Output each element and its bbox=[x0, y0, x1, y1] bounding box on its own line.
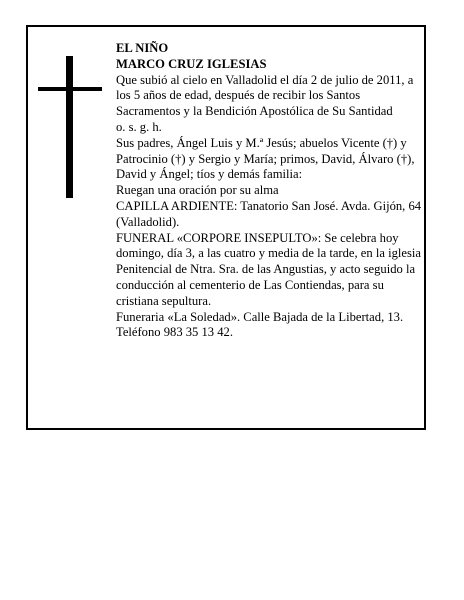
deceased-name: MARCO CRUZ IGLESIAS bbox=[116, 56, 267, 71]
heading-line-1: EL NIÑO bbox=[116, 41, 169, 55]
cross-horizontal-bar bbox=[38, 87, 102, 91]
family-list: Sus padres, Ángel Luis y M.ª Jesús; abuelos Vicente (†) y Patrocinio (†) y Sergio y María; primos, David, Álvaro (†), David y Ángel; tíos y demás familia: bbox=[116, 135, 415, 182]
wake-location: CAPILLA ARDIENTE: Tanatorio San José. Avda. Gijón, 64 (Valladolid). bbox=[116, 198, 422, 229]
prayer-abbreviation: o. s. g. h. bbox=[116, 119, 162, 134]
funeral-home-contact: Funeraria «La Soledad». Calle Bajada de la Libertad, 13. Teléfono 983 35 13 42. bbox=[116, 309, 404, 340]
obituary-notice bbox=[26, 25, 426, 430]
cross-icon bbox=[38, 56, 102, 198]
prayer-request: Ruegan una oración por su alma bbox=[116, 183, 279, 198]
death-announcement: Que subió al cielo en Valladolid el día 2 de julio de 2011, a los 5 años de edad, después de recibir los Santos Sacramentos y la Bendición Apostólica de Su Santidad bbox=[116, 72, 414, 119]
funeral-details: FUNERAL «CORPORE INSEPULTO»: Se celebra hoy domingo, día 3, a las cuatro y media de la tarde, en la iglesia Penitencial de Ntra. Sra. de las Angustias, y acto seguido la conducción al cementerio de Las Contiendas, para su cristiana sepultura. bbox=[116, 230, 421, 308]
notice-text bbox=[116, 41, 426, 341]
cross-vertical-bar bbox=[66, 56, 73, 198]
